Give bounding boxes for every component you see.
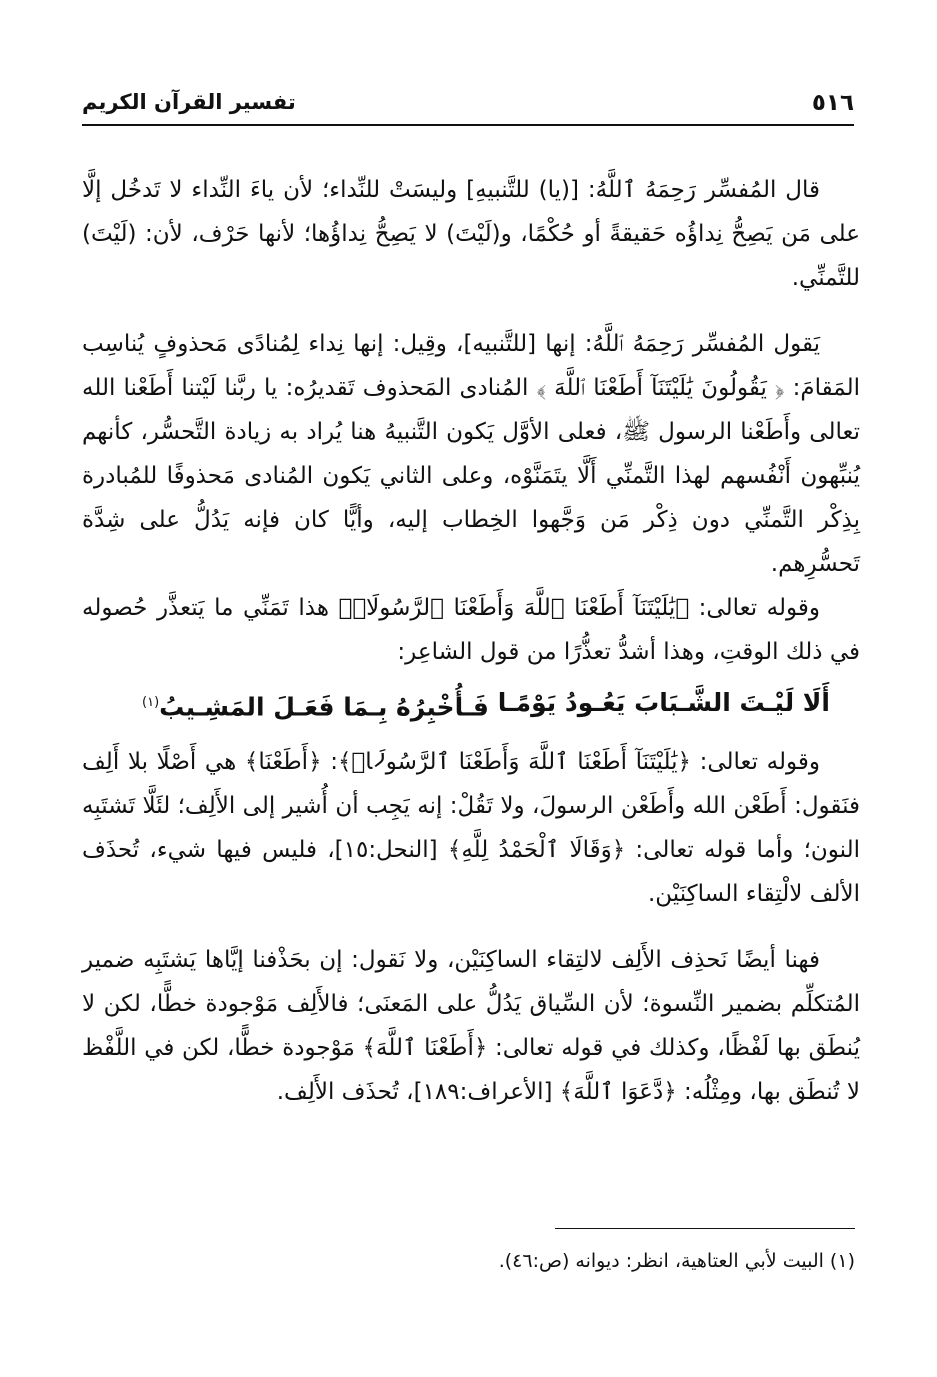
page-number: ٥١٦ xyxy=(811,90,854,116)
page-header xyxy=(82,84,854,126)
footnote-marker: (١) xyxy=(142,695,160,710)
footnote-separator xyxy=(555,1228,855,1229)
verse-first-text: أَلَا لَيْـتَ الشَّـبَابَ يَعُـودُ يَوْمًـا xyxy=(497,688,830,717)
paragraph-5: فهنا أيضًا نَحذِف الأَلِف لالتِقاء الساكِنَيْن، ولا نَقول: إن بحَذْفنا إيَّاها يَشتَبِه ضمير المُتكلِّم بضمير النِّسوة؛ لأن السِّياق يَدُلُّ على المَعنَى؛ فالأَلِف مَوْجودة خطًّا، لكن لا يُنطَق بها لَفْظًا، وكذلك في قوله تعالى: ﴿أَطَعْنَا ٱللَّهَ﴾ مَوْجودة خطًّا، لكن في اللَّفْظ لا تُنطَق بها، ومِثْلُه: ﴿دَّعَوَا ٱللَّهَ﴾ [الأعراف:١٨٩]، تُحذَف الأَلِف. xyxy=(82,947,860,1106)
paragraph-3: وقوله تعالى: ﴿يَٰلَيْتَنَآ أَطَعْنَا ٱللَّهَ وَأَطَعْنَا ٱلرَّسُولَا۠﴾ هذا تَمَنِّي ما يَتعذَّر حُصوله في ذلك الوقتِ، وهذا أشدُّ تعذُّرًا من قول الشاعِر: xyxy=(82,595,860,665)
poetry-verse xyxy=(82,674,860,740)
running-title: تفسير القرآن الكريم xyxy=(82,90,296,114)
verse-first-hemistich xyxy=(498,680,830,730)
footnote: (١) البيت لأبي العتاهية، انظر: ديوانه (ص:٤٦). xyxy=(498,1250,855,1272)
verse-second-text: فَـأُخْبِرُهُ بِـمَا فَعَـلَ المَشِـيبُ xyxy=(159,692,489,722)
paragraph-4: وقوله تعالى: ﴿يَٰلَيْتَنَآ أَطَعْنَا ٱللَّهَ وَأَطَعْنَا ٱلرَّسُولَا۠﴾: ﴿أَطَعْنَا﴾ هي أَصْلًا بلا أَلِف فنَقول: أَطَعْن الله وأَطَعْن الرسولَ، ولا تَقُلْ: إنه يَجِب أن أُشير إلى الأَلِف؛ لئَلَّا تَشتَبِه النون؛ وأما قوله تعالى: ﴿وَقَالَا ٱلْحَمْدُ لِلَّهِ﴾ [النحل:١٥]، فليس فيها شيء، تُحذَف الألف لالْتِقاء الساكِنَيْن. xyxy=(82,749,860,908)
paragraph-2: يَقول المُفسِّر رَحِمَهُ ٱللَّهُ: إنها [للتَّنبيه]، وقِيل: إنها نِداء لِمُنادًى مَحذوفٍ يُناسِب المَقامَ: ﴿ يَقُولُونَ يَٰلَيْتَنَآ أَطَعْنَا ٱللَّهَ ﴾ المُنادى المَحذوف تَقديرُه: يا ربَّنا لَيْتنا أَطَعْنا الله تعالى وأَطَعْنا الرسول ﷺ، فعلى الأوَّل يَكون التَّنبيهُ هنا يُراد به زيادة التَّحسُّر، كأنهم يُنبِّهون أَنْفُسهم لهذا التَّمنِّي أَلَّا يتَمَنَّوْه، وعلى الثاني يَكون المُنادى مَحذوفًا للمُبادرة بِذِكْر التَّمنِّي دون ذِكْر مَن وَجَّهوا الخِطاب إليه، وأيًّا كان فإنه يَدُلُّ على شِدَّة تَحسُّرِهم. xyxy=(82,331,860,577)
body-text xyxy=(82,168,860,1114)
verse-second-hemistich xyxy=(142,680,489,730)
paragraph-1: قال المُفسِّر رَحِمَهُ ٱللَّهُ: [(يا) للتَّنبيهِ] وليسَتْ للنِّداء؛ لأن ياءَ النِّداء لا تَدخُل إلَّا على مَن يَصِحُّ نِداؤُه حَقيقةً أو حُكْمًا، و(لَيْتَ) لا يَصِحُّ نِداؤُها؛ لأنها حَرْف، لأن: (لَيْتَ) للتَّمنِّي. xyxy=(82,177,860,291)
